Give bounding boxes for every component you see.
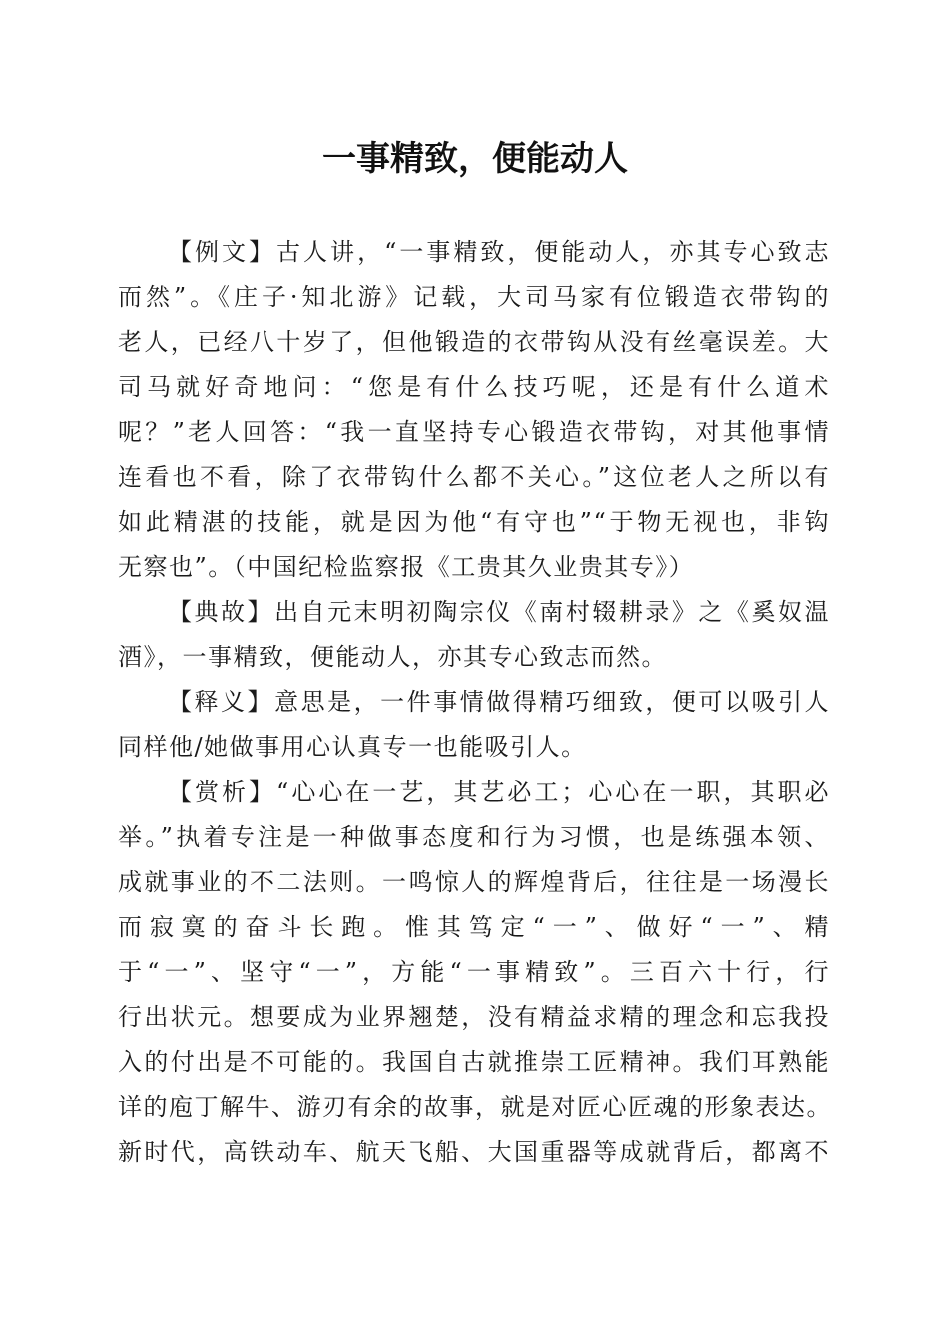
text-line: 如此精湛的技能，就是因为他“有守也”“于物无视也，非钩 <box>118 508 830 536</box>
paragraph-appreciation <box>118 770 830 1175</box>
text-line: 连看也不看，除了衣带钩什么都不关心。”这位老人之所以有 <box>118 463 830 491</box>
text-line: 呢？”老人回答：“我一直坚持专心锻造衣带钩，对其他事情 <box>118 418 830 446</box>
paragraph-allusion <box>118 590 830 680</box>
text-line: 老人，已经八十岁了，但他锻造的衣带钩从没有丝毫误差。大 <box>118 328 830 356</box>
text-line: 【典故】出自元末明初陶宗仪《南村辍耕录》之《奚奴温 <box>168 598 830 626</box>
text-line: 酒》，一事精致，便能动人，亦其专心致志而然。 <box>118 643 667 671</box>
text-line: 新时代，高铁动车、航天飞船、大国重器等成就背后，都离不 <box>118 1138 830 1166</box>
text-line: 无察也”。（中国纪检监察报《工贵其久业贵其专》） <box>118 553 695 581</box>
text-line: 同样他/她做事用心认真专一也能吸引人。 <box>118 733 587 761</box>
document-title: 一事精致，便能动人 <box>322 139 628 179</box>
paragraph-example <box>118 230 830 590</box>
text-line: 【赏析】“心心在一艺，其艺必工；心心在一职，其职必 <box>168 778 830 806</box>
text-line: 【例文】古人讲，“一事精致，便能动人，亦其专心致志 <box>168 238 830 266</box>
text-line: 成就事业的不二法则。一鸣惊人的辉煌背后，往往是一场漫长 <box>118 868 830 896</box>
text-line: 行出状元。想要成为业界翘楚，没有精益求精的理念和忘我投 <box>118 1003 830 1031</box>
document-body <box>118 230 830 1175</box>
text-line: 【释义】意思是，一件事情做得精巧细致，便可以吸引人 <box>168 688 830 716</box>
text-line: 司马就好奇地问：“您是有什么技巧呢，还是有什么道术 <box>118 373 830 401</box>
text-line: 详的庖丁解牛、游刃有余的故事，就是对匠心匠魂的形象表达。 <box>118 1093 832 1121</box>
text-line: 而然”。《庄子·知北游》记载，大司马家有位锻造衣带钩的 <box>118 283 830 311</box>
paragraph-meaning <box>118 680 830 770</box>
text-line: 而寂寞的奋斗长跑。惟其笃定“一”、做好“一”、精 <box>118 913 830 941</box>
text-line: 于“一”、坚守“一”，方能“一事精致”。三百六十行，行 <box>118 958 830 986</box>
text-line: 入的付出是不可能的。我国自古就推崇工匠精神。我们耳熟能 <box>118 1048 830 1076</box>
text-line: 举。”执着专注是一种做事态度和行为习惯，也是练强本领、 <box>118 823 830 851</box>
